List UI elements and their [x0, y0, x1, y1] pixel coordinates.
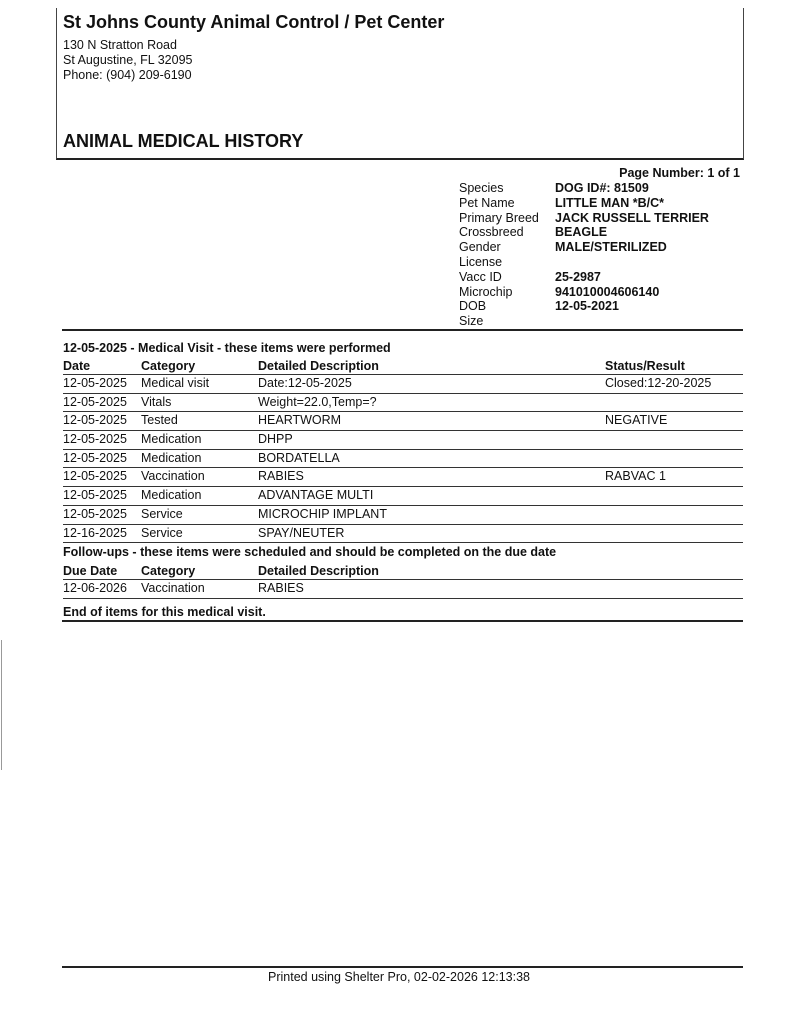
- header-date: Date: [63, 359, 91, 373]
- info-label: DOB: [459, 299, 487, 314]
- cell-description: RABIES: [258, 581, 304, 595]
- header-category: Category: [141, 359, 196, 373]
- info-label: Species: [459, 181, 504, 195]
- phone-number: Phone: (904) 209-6190: [63, 68, 192, 82]
- cell-description: MICROCHIP IMPLANT: [258, 506, 387, 521]
- cell-description: HEARTWORM: [258, 413, 342, 428]
- info-row: [459, 299, 709, 314]
- footer-rule: [62, 966, 743, 968]
- end-note: End of items for this medical visit.: [63, 605, 266, 619]
- table-row: [63, 506, 743, 525]
- info-row: [459, 314, 709, 329]
- table-row: [63, 375, 743, 394]
- cell-description: SPAY/NEUTER: [258, 525, 345, 540]
- cell-date: 12-05-2025: [63, 432, 127, 447]
- info-value: 25-2987: [555, 269, 601, 284]
- document-title: ANIMAL MEDICAL HISTORY: [63, 131, 304, 151]
- info-value: JACK RUSSELL TERRIER: [555, 210, 709, 225]
- info-value: BEAGLE: [555, 225, 608, 240]
- table-row: [63, 412, 743, 431]
- animal-info: [459, 181, 709, 329]
- info-label: Pet Name: [459, 195, 515, 210]
- cell-description: BORDATELLA: [258, 450, 340, 465]
- cell-category: Vaccination: [141, 469, 205, 484]
- header-status: Status/Result: [605, 359, 685, 373]
- info-label: Gender: [459, 240, 501, 255]
- cell-description: ADVANTAGE MULTI: [258, 488, 374, 503]
- info-label: Size: [459, 314, 484, 329]
- cell-category: Vitals: [141, 394, 172, 409]
- table-row: [63, 487, 743, 506]
- cell-date: 12-05-2025: [63, 450, 127, 465]
- cell-date: 12-05-2025: [63, 506, 127, 521]
- cell-category: Medication: [141, 450, 202, 465]
- cell-category: Medication: [141, 432, 202, 447]
- info-label: License: [459, 254, 503, 269]
- info-value: 12-05-2021: [555, 299, 619, 314]
- cell-status: [605, 450, 743, 468]
- cell-date: 12-05-2025: [63, 488, 127, 503]
- page-number: Page Number: 1 of 1: [619, 166, 740, 180]
- table-row: [63, 450, 743, 469]
- cell-date: 12-05-2025: [63, 469, 127, 484]
- cell-date: 12-05-2025: [63, 413, 127, 428]
- info-row: [459, 285, 709, 300]
- cell-date: 12-05-2025: [63, 394, 127, 409]
- cell-description: Date:12-05-2025: [258, 376, 352, 390]
- info-row: [459, 181, 709, 196]
- cell-category: Service: [141, 506, 183, 521]
- org-name: St Johns County Animal Control / Pet Center: [63, 12, 445, 32]
- end-divider: [62, 620, 743, 622]
- followups-table: [63, 563, 743, 599]
- cell-category: Service: [141, 525, 183, 540]
- cell-description: DHPP: [258, 432, 293, 447]
- scan-edge-mark: [1, 640, 2, 770]
- header-category: Category: [141, 564, 196, 578]
- visit-table: [63, 358, 743, 543]
- cell-date: 12-16-2025: [63, 525, 127, 540]
- cell-status: [605, 394, 743, 412]
- info-label: Vacc ID: [459, 269, 502, 284]
- table-header: [63, 358, 743, 375]
- cell-description: Weight=22.0,Temp=?: [258, 394, 377, 409]
- info-row: [459, 225, 709, 240]
- cell-status: Closed:12-20-2025: [605, 376, 712, 390]
- print-footer: Printed using Shelter Pro, 02-02-2026 12:13:38: [268, 970, 530, 984]
- info-value: DOG ID#: 81509: [555, 181, 649, 195]
- table-row: [63, 525, 743, 544]
- info-label: Crossbreed: [459, 225, 524, 240]
- header-description: Detailed Description: [258, 359, 379, 373]
- followups-section-title: Follow-ups - these items were scheduled and should be completed on the due date: [63, 545, 557, 559]
- info-row: [459, 196, 709, 211]
- info-row: [459, 211, 709, 226]
- table-header: [63, 563, 743, 580]
- info-value: 941010004606140: [555, 284, 660, 299]
- section-divider: [62, 329, 743, 331]
- cell-category: Vaccination: [141, 581, 205, 595]
- cell-status: [605, 525, 743, 543]
- table-row: [63, 580, 743, 599]
- info-row: [459, 255, 709, 270]
- cell-status: [605, 487, 743, 505]
- info-row: [459, 270, 709, 285]
- header-description: Detailed Description: [258, 564, 379, 578]
- address-line-1: 130 N Stratton Road: [63, 38, 177, 52]
- table-row: [63, 394, 743, 413]
- address-line-2: St Augustine, FL 32095: [63, 53, 193, 67]
- cell-status: NEGATIVE: [605, 413, 668, 428]
- cell-date: 12-06-2026: [63, 581, 127, 595]
- info-value: MALE/STERILIZED: [555, 240, 667, 255]
- info-label: Microchip: [459, 284, 513, 299]
- table-row: [63, 431, 743, 450]
- cell-category: Medical visit: [141, 376, 210, 390]
- header-due-date: Due Date: [63, 564, 118, 578]
- table-row: [63, 468, 743, 487]
- info-label: Primary Breed: [459, 210, 539, 225]
- cell-description: RABIES: [258, 469, 304, 484]
- cell-category: Medication: [141, 488, 202, 503]
- cell-category: Tested: [141, 413, 178, 428]
- cell-status: RABVAC 1: [605, 469, 666, 484]
- cell-status: [605, 506, 743, 524]
- visit-section-title: 12-05-2025 - Medical Visit - these items were performed: [63, 341, 391, 355]
- cell-status: [605, 431, 743, 449]
- info-value: LITTLE MAN *B/C*: [555, 195, 665, 210]
- cell-date: 12-05-2025: [63, 376, 127, 390]
- info-row: [459, 240, 709, 255]
